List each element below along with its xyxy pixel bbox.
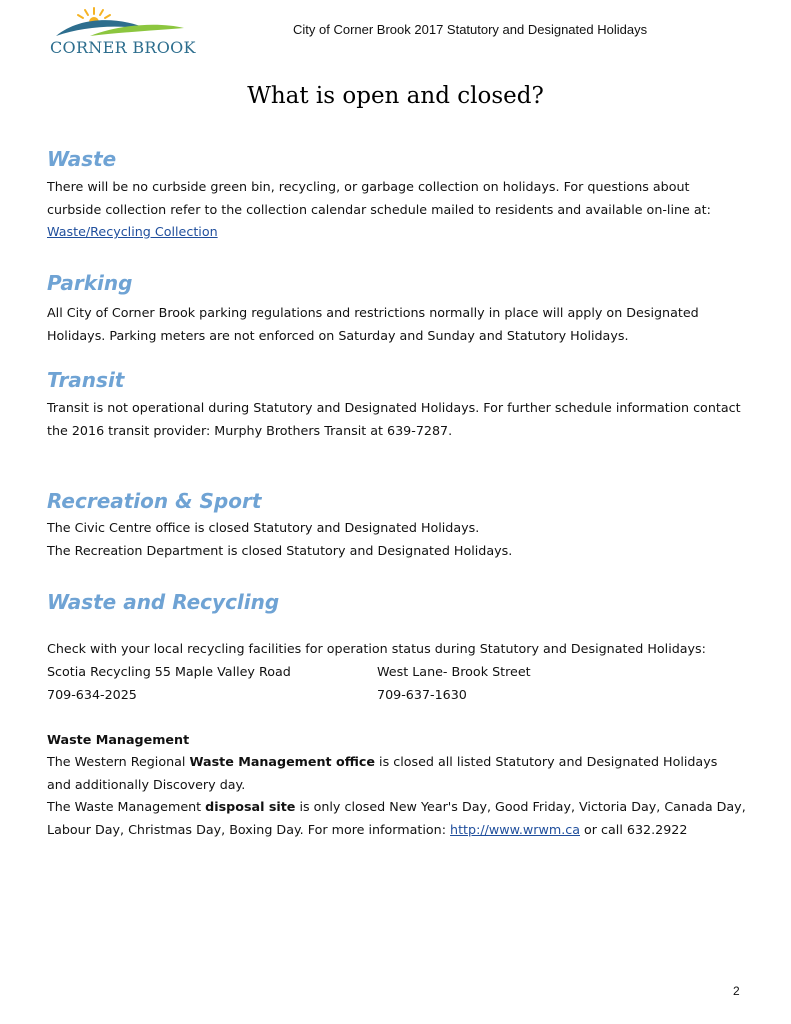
wm-p2-d: or call 632.2922 — [580, 821, 688, 837]
waste-text: There will be no curbside green bin, recycling, or garbage collection on holidays. For questions about curbside collection refer to the collection calendar schedule mailed to residents and available on-line at: — [47, 179, 711, 217]
wm-p2-a: The Waste Management — [47, 799, 206, 814]
wm-office-bold: Waste Management office — [189, 754, 376, 769]
wm-p1-c: is closed all listed Statutory and Designated Holidays and additionally Discovery day. — [47, 754, 718, 792]
waste-paragraph — [47, 176, 747, 244]
parking-paragraph: All City of Corner Brook parking regulations and restrictions normally in place will apply on Designated Holidays. Parking meters are not enforced on Saturday and Sunday and Statutory Holidays. — [47, 305, 699, 343]
transit-paragraph: Transit is not operational during Statutory and Designated Holidays. For further schedule information contact the 2016 transit provider: Murphy Brothers Transit at 639-7287. — [47, 400, 741, 438]
section-heading-waste-recycling: Waste and Recycling — [47, 590, 280, 614]
page-number: 2 — [733, 984, 740, 998]
section-heading-recreation: Recreation & Sport — [47, 489, 262, 513]
logo-sun-icon — [50, 6, 190, 42]
facility-1-name: Scotia Recycling 55 Maple Valley Road — [47, 664, 291, 679]
recreation-line-1: The Civic Centre office is closed Statutory and Designated Holidays. — [47, 520, 480, 535]
document-header-title: City of Corner Brook 2017 Statutory and Designated Holidays — [293, 22, 648, 37]
section-heading-transit: Transit — [47, 368, 125, 392]
waste-management-paragraph-1 — [47, 751, 737, 796]
wm-p2-c: is only closed New Year's Day, Good Friday, Victoria Day, Canada Day, Labour Day, Christmas Day, Boxing Day. For more information: — [47, 799, 746, 837]
wm-disposal-site-bold: disposal site — [205, 799, 296, 814]
corner-brook-logo — [50, 6, 196, 58]
recycling-intro: Check with your local recycling facilities for operation status during Statutory and Designated Holidays: — [47, 641, 706, 656]
facility-2-name: West Lane- Brook Street — [377, 664, 531, 679]
section-heading-waste: Waste — [47, 147, 117, 171]
wrwm-website-link[interactable]: http://www.wrwm.ca — [450, 821, 581, 837]
logo-text: CORNER BROOK — [50, 38, 196, 57]
section-heading-parking: Parking — [47, 271, 133, 295]
facility-1-phone: 709-634-2025 — [47, 687, 137, 702]
waste-management-heading: Waste Management — [47, 732, 190, 747]
waste-management-paragraph-2 — [47, 796, 747, 841]
facility-2-phone: 709-637-1630 — [377, 687, 467, 702]
wm-p1-a: The Western Regional — [47, 754, 190, 769]
waste-recycling-collection-link[interactable]: Waste/Recycling Collection — [47, 224, 218, 239]
recreation-line-2: The Recreation Department is closed Statutory and Designated Holidays. — [47, 543, 513, 558]
page-title: What is open and closed? — [247, 83, 544, 109]
